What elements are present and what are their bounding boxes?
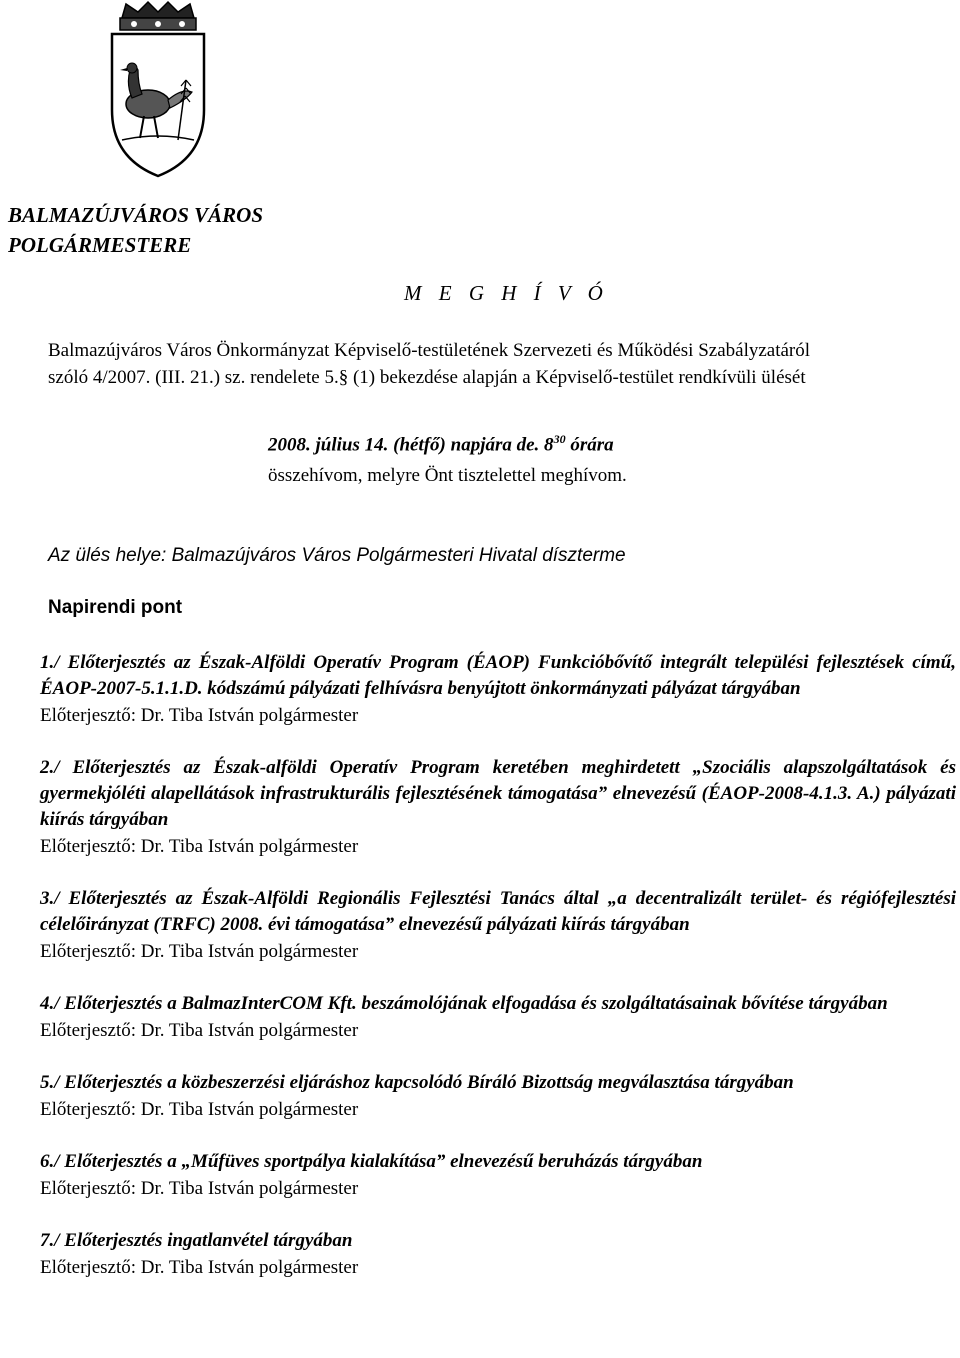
intro-paragraph (48, 337, 810, 391)
agenda-item-1 (40, 650, 956, 729)
agenda-item-text: 4./ Előterjesztés a BalmazInterCOM Kft. beszámolójának elfogadása és szolgáltatásainak bővítése tárgyában (40, 993, 888, 1014)
intro-line-1: Balmazújváros Város Önkormányzat Képviselő-testületének Szervezeti és Működési Szabályzatáról (48, 340, 811, 361)
agenda-item-text: 6./ Előterjesztés a „Műfüves sportpálya kialakítása” elnevezésű beruházás tárgyában (40, 1151, 703, 1172)
agenda-item-presenter: Előterjesztő: Dr. Tiba István polgármester (40, 941, 359, 962)
coat-of-arms-icon (82, 0, 234, 180)
agenda-item-text: 7./ Előterjesztés ingatlanvétel tárgyában (40, 1230, 353, 1251)
agenda-list (40, 650, 956, 1281)
agenda-item-text: 1./ Előterjesztés az Észak-Alföldi Operatív Program (ÉAOP) Funkcióbővítő integrált települési fejlesztések című, ÉAOP-2007-5.1.1.D. kódszámú pályázati felhívásra benyújtott önkormányzati pályázat tárgyában (40, 652, 956, 699)
meeting-date-suffix: órára (565, 434, 614, 456)
intro-line-2: szóló 4/2007. (III. 21.) sz. rendelete 5.§ (1) bekezdése alapján a Képviselő-testület rendkívüli ülését (48, 367, 806, 388)
agenda-item-text: 5./ Előterjesztés a közbeszerzési eljáráshoz kapcsolódó Bíráló Bizottság megválasztása tárgyában (40, 1072, 794, 1093)
agenda-heading: Napirendi pont (48, 597, 183, 618)
issuer-line-2: POLGÁRMESTERE (8, 233, 192, 257)
document-title: M E G H Í V Ó (404, 281, 609, 305)
agenda-item-text: 2./ Előterjesztés az Észak-alföldi Operatív Program keretében meghirdetett „Szociális alapszolgáltatások és gyermekjóléti alapellátások infrastrukturális fejlesztésének támogatása” elnevezésű (ÉAOP-2008-4.1.3. A.) pályázati kiírás tárgyában (40, 757, 956, 830)
agenda-item-6 (40, 1149, 956, 1202)
agenda-item-presenter: Előterjesztő: Dr. Tiba István polgármester (40, 1178, 359, 1199)
agenda-item-text: 3./ Előterjesztés az Észak-Alföldi Regionális Fejlesztési Tanács által „a decentralizált terület- és régiófejlesztési célelőirányzat (TRFC) 2008. évi támogatása” elnevezésű pályázati kiírás tárgyában (40, 888, 956, 935)
meeting-date-main: 2008. július 14. (hétfő) napjára de. 8 (268, 434, 554, 456)
agenda-item-presenter: Előterjesztő: Dr. Tiba István polgármester (40, 1099, 359, 1120)
agenda-item-presenter: Előterjesztő: Dr. Tiba István polgármester (40, 836, 359, 857)
agenda-item-7 (40, 1228, 956, 1281)
agenda-item-presenter: Előterjesztő: Dr. Tiba István polgármester (40, 1257, 359, 1278)
agenda-item-presenter: Előterjesztő: Dr. Tiba István polgármester (40, 705, 359, 726)
issuer-block (8, 200, 263, 260)
agenda-item-4 (40, 991, 956, 1044)
meeting-venue: Az ülés helye: Balmazújváros Város Polgármesteri Hivatal díszterme (48, 545, 626, 566)
agenda-item-5 (40, 1070, 956, 1123)
agenda-item-3 (40, 886, 956, 965)
meeting-date (268, 432, 614, 456)
agenda-item-presenter: Előterjesztő: Dr. Tiba István polgármester (40, 1020, 359, 1041)
meeting-time-minutes: 30 (553, 432, 566, 446)
closing-line: összehívom, melyre Önt tisztelettel meghívom. (268, 465, 627, 486)
agenda-item-2 (40, 755, 956, 860)
issuer-line-1: BALMAZÚJVÁROS VÁROS (8, 203, 263, 227)
